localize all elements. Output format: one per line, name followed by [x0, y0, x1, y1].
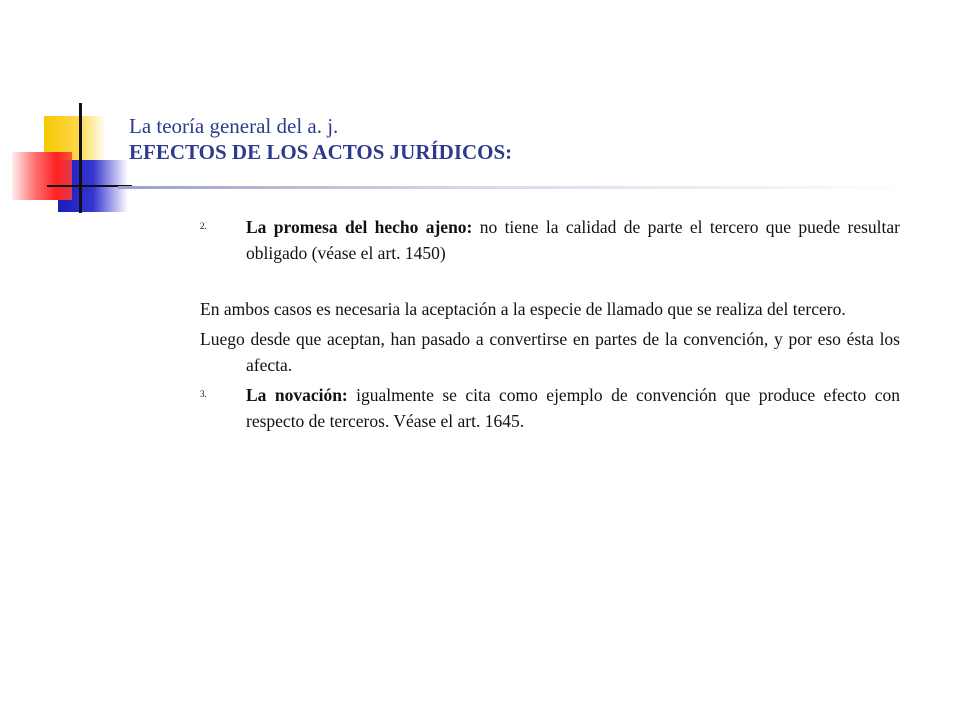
slide-title-line2: EFECTOS DE LOS ACTOS JURÍDICOS: — [129, 140, 513, 164]
list-number: 2. — [200, 221, 207, 231]
item-text: igualmente se cita como ejemplo de convención que produce efecto con respecto de terceros. Véase el art. 1645. — [246, 385, 900, 431]
list-item-2 — [200, 214, 900, 266]
item-term: La promesa del hecho ajeno: — [246, 217, 473, 237]
paragraph-luego: Luego desde que aceptan, han pasado a convertirse en partes de la convención, y por eso ésta los afecta. — [200, 329, 900, 375]
list-number: 3. — [200, 389, 207, 399]
slide-body — [200, 214, 900, 434]
logo-vertical-line — [79, 103, 82, 213]
logo-red-square — [12, 152, 72, 200]
slide-title-line1: La teoría general del a. j. — [129, 114, 339, 138]
paragraph-ambos-casos: En ambos casos es necesaria la aceptación a la especie de llamado que se realiza del tercero. — [200, 299, 846, 319]
list-item-3 — [200, 382, 900, 434]
slide-title — [129, 113, 512, 165]
item-text: no tiene la calidad de parte el tercero que puede resultar obligado (véase el art. 1450) — [246, 217, 900, 263]
item-term: La novación: — [246, 385, 348, 405]
title-underline — [118, 186, 918, 189]
